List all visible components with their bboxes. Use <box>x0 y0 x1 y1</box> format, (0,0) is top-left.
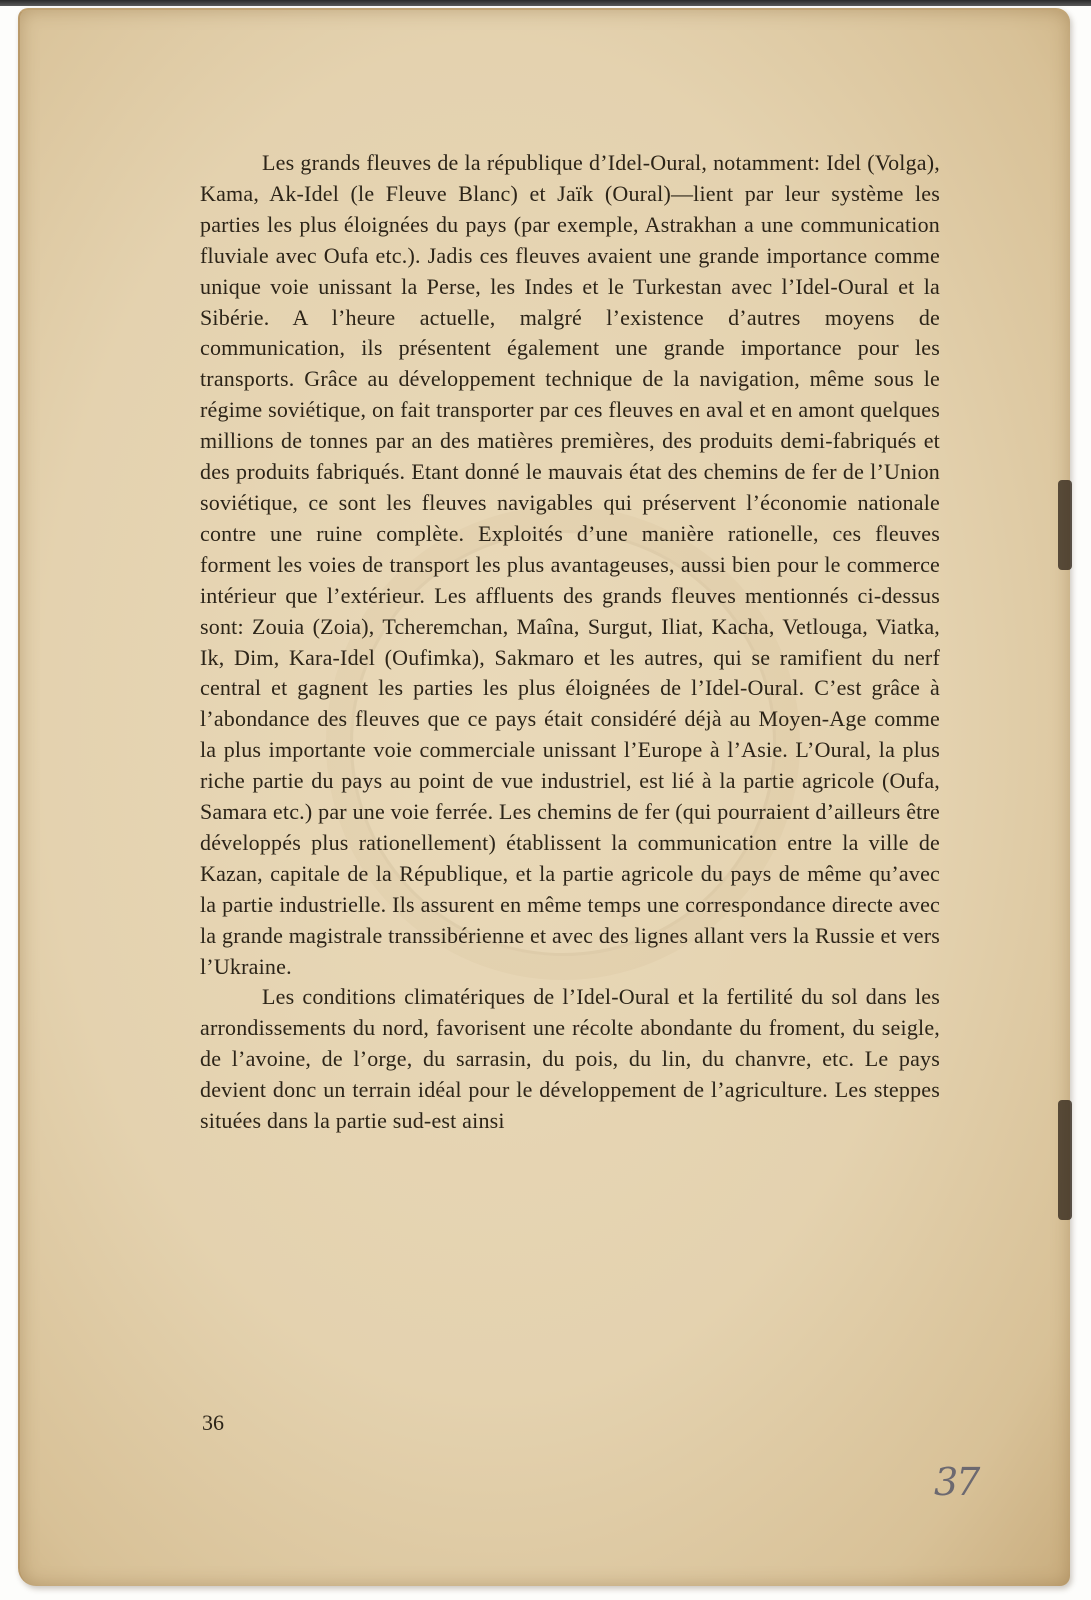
paragraph: Les grands fleuves de la république d’Idel-Oural, notamment: Idel (Volga), Kama, Ak-Idel (le Fleuve Blanc) et Jaïk (Oural)—lient par leur système les parties les plus éloignées du pays (par exemple, Astrakhan a une communication fluviale avec Oufa etc.). Jadis ces fleuves avaient une grande importance comme unique voie unissant la Perse, les Indes et le Turkestan avec l’Idel-Oural et la Sibérie. A l’heure actuelle, malgré l’existence d’autres moyens de communication, ils présentent également une grande importance pour les transports. Grâce au développement technique de la navigation, même sous le régime soviétique, on fait transporter par ces fleuves en aval et en amont quelques millions de tonnes par an des matières premières, des produits demi-fabriqués et des produits fabriqués. Etant donné le mauvais état des chemins de fer de l’Union soviétique, ce sont les fleuves navigables qui préservent l’économie nationale contre une ruine complète. Exploités d’une manière rationelle, ces fleuves forment les voies de transport les plus avantageuses, aussi bien pour le commerce intérieur que l’extérieur. Les affluents des grands fleuves mentionnés ci-dessus sont: Zouia (Zoia), Tcheremchan, Maîna, Surgut, Iliat, Kacha, Vetlouga, Viatka, Ik, Dim, Kara-Idel (Oufimka), Sakmaro et les autres, qui se ramifient du nerf central et gagnent les parties les plus éloignées de l’Idel-Oural. C’est grâce à l’abondance des fleuves que ce pays était considéré déjà au Moyen-Age comme la plus importante voie commerciale unissant l’Europe à l’Asie. L’Oural, la plus riche partie du pays au point de vue industriel, est lié à la partie agricole (Oufa, Samara etc.) par une voie ferrée. Les chemins de fer (qui pourraient d’ailleurs être développés plus rationellement) établissent la communication entre la ville de Kazan, capitale de la République, et la partie agricole du pays de même qu’avec la partie industrielle. Ils assurent en même temps une correspondance directe avec la grande magistrale transsibérienne et avec des lignes allant vers la Russie et vers l’Ukraine. <box>200 150 940 979</box>
page-number: 36 <box>202 1410 224 1435</box>
page-edge-damage <box>1058 1100 1072 1220</box>
paragraph: Les conditions climatériques de l’Idel-Oural et la fertilité du sol dans les arrondissements du nord, favorisent une récolte abondante du froment, du seigle, de l’avoine, de l’orge, du sarrasin, du pois, du lin, du chanvre, etc. Le pays devient donc un terrain idéal pour le développement de l’agriculture. Les steppes situées dans la partie sud-est ainsi <box>200 984 940 1134</box>
page-edge-damage <box>1058 480 1072 570</box>
body-text <box>200 148 940 1137</box>
handwritten-folio-number: 37 <box>934 1460 979 1504</box>
scan-top-edge <box>0 0 1091 6</box>
